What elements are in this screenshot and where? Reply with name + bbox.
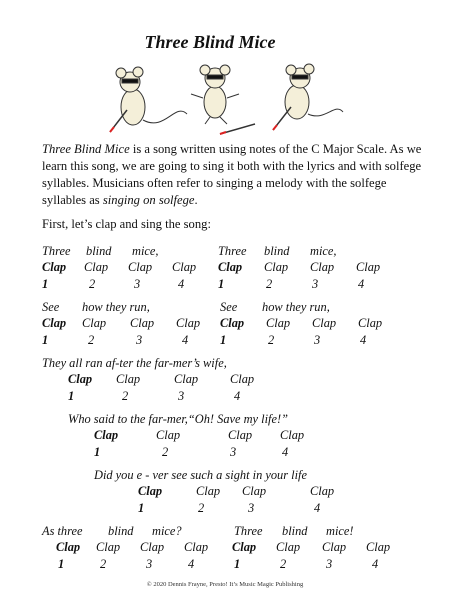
clap-label: Clap	[196, 484, 221, 498]
beat-number: 4	[178, 277, 185, 291]
clap-label: Clap	[310, 260, 335, 274]
beat-number: 3	[136, 333, 143, 347]
beat-number: 3	[314, 333, 321, 347]
clap-label: Clap	[176, 316, 201, 330]
beat-number: 2	[88, 333, 95, 347]
beat-number: 4	[358, 277, 365, 291]
beat-number: 4	[372, 557, 379, 571]
clap-label: Clap	[322, 540, 347, 554]
beat-number: 4	[360, 333, 367, 347]
clap-label: Clap	[138, 484, 163, 498]
copyright-footer: © 2020 Dennis Frayne, Presto! It’s Music Magic Publishing	[146, 581, 304, 588]
clap-label: Clap	[356, 260, 381, 274]
lyric-line-text: They all ran af-ter the far-mer’s wife,	[42, 356, 227, 370]
beat-number: 1	[68, 389, 75, 403]
beat-number: 3	[312, 277, 319, 291]
lyric-word: mice!	[326, 524, 354, 538]
clap-label: Clap	[264, 260, 289, 274]
beat-number: 1	[42, 333, 49, 347]
clap-label: Clap	[242, 484, 267, 498]
beat-number: 3	[230, 445, 237, 459]
clap-label: Clap	[82, 316, 107, 330]
beat-number: 3	[146, 557, 153, 571]
beat-number: 2	[266, 277, 273, 291]
beat-number: 2	[268, 333, 275, 347]
clap-label: Clap	[266, 316, 291, 330]
beat-number: 2	[100, 557, 107, 571]
beat-number: 2	[198, 501, 205, 515]
lyric-word: See	[42, 300, 60, 314]
lyric-word: Three	[42, 244, 71, 258]
beat-number: 1	[234, 557, 241, 571]
mouse-2-icon	[191, 65, 255, 134]
beat-number: 4	[282, 445, 289, 459]
lyric-word: Three	[218, 244, 247, 258]
clap-label: Clap	[218, 260, 243, 274]
lyric-word: mice?	[152, 524, 182, 538]
beat-number: 1	[220, 333, 227, 347]
clap-label: Clap	[96, 540, 121, 554]
lyric-line-text: Who said to the far-mer,“Oh! Save my life!”	[68, 412, 288, 426]
beat-number: 3	[326, 557, 333, 571]
clap-label: Clap	[230, 372, 255, 386]
clap-label: Clap	[358, 316, 383, 330]
song-name: Three Blind Mice	[42, 142, 130, 156]
beat-number: 3	[178, 389, 185, 403]
clap-label: Clap	[94, 428, 119, 442]
clap-label: Clap	[156, 428, 181, 442]
beat-number: 4	[234, 389, 241, 403]
beat-number: 4	[314, 501, 321, 515]
beat-number: 1	[94, 445, 101, 459]
beat-number: 2	[280, 557, 287, 571]
lyric-word: As three	[42, 524, 83, 538]
beat-number: 3	[248, 501, 255, 515]
clap-label: Clap	[116, 372, 141, 386]
lyric-line-text: Did you e - ver see such a sight in your life	[94, 468, 308, 482]
clap-label: Clap	[220, 316, 245, 330]
lyric-word: blind	[108, 524, 134, 538]
beat-number: 4	[188, 557, 195, 571]
clap-label: Clap	[42, 260, 67, 274]
page-title: Three Blind Mice	[144, 32, 276, 52]
intro-emphasis: singing on solfege	[102, 193, 195, 207]
lyric-word: blind	[264, 244, 290, 258]
clap-label: Clap	[130, 316, 155, 330]
lyric-word: Three	[234, 524, 263, 538]
clap-label: Clap	[232, 540, 257, 554]
instruction-line: First, let’s clap and sing the song:	[42, 217, 211, 231]
mouse-3-icon	[273, 64, 343, 130]
intro-end: .	[194, 193, 198, 207]
beat-number: 1	[42, 277, 49, 291]
clap-label: Clap	[68, 372, 93, 386]
lyric-word: mice,	[310, 244, 337, 258]
intro-paragraph	[42, 141, 427, 209]
clap-label: Clap	[84, 260, 109, 274]
beat-number: 4	[182, 333, 189, 347]
mouse-1-icon	[110, 67, 187, 132]
three-blind-mice-illustration	[95, 62, 345, 142]
beat-number: 1	[218, 277, 225, 291]
clap-label: Clap	[276, 540, 301, 554]
beat-number: 2	[122, 389, 129, 403]
clap-label: Clap	[366, 540, 391, 554]
clap-label: Clap	[280, 428, 305, 442]
beat-number: 2	[89, 277, 96, 291]
clap-label: Clap	[140, 540, 165, 554]
clap-label: Clap	[172, 260, 197, 274]
beat-number: 2	[162, 445, 169, 459]
clap-label: Clap	[42, 316, 67, 330]
beat-number: 1	[138, 501, 145, 515]
beat-number: 3	[134, 277, 141, 291]
clap-label: Clap	[228, 428, 253, 442]
lyric-word: mice,	[132, 244, 159, 258]
lyric-word: blind	[86, 244, 112, 258]
lyric-word: See	[220, 300, 238, 314]
beat-number: 1	[58, 557, 65, 571]
clap-label: Clap	[128, 260, 153, 274]
clap-label: Clap	[184, 540, 209, 554]
clap-label: Clap	[310, 484, 335, 498]
clap-label: Clap	[174, 372, 199, 386]
clap-label: Clap	[56, 540, 81, 554]
clap-label: Clap	[312, 316, 337, 330]
lyric-word: blind	[282, 524, 308, 538]
lyric-word: how they run,	[262, 300, 330, 314]
lyric-word: how they run,	[82, 300, 150, 314]
intro-text: is a song written using notes of the C Major Scale. As we learn this song, we are going to sing it both with the lyrics and with solfege syllables. Musicians often refer to singing a melody with the solfege syllables as	[42, 142, 422, 207]
